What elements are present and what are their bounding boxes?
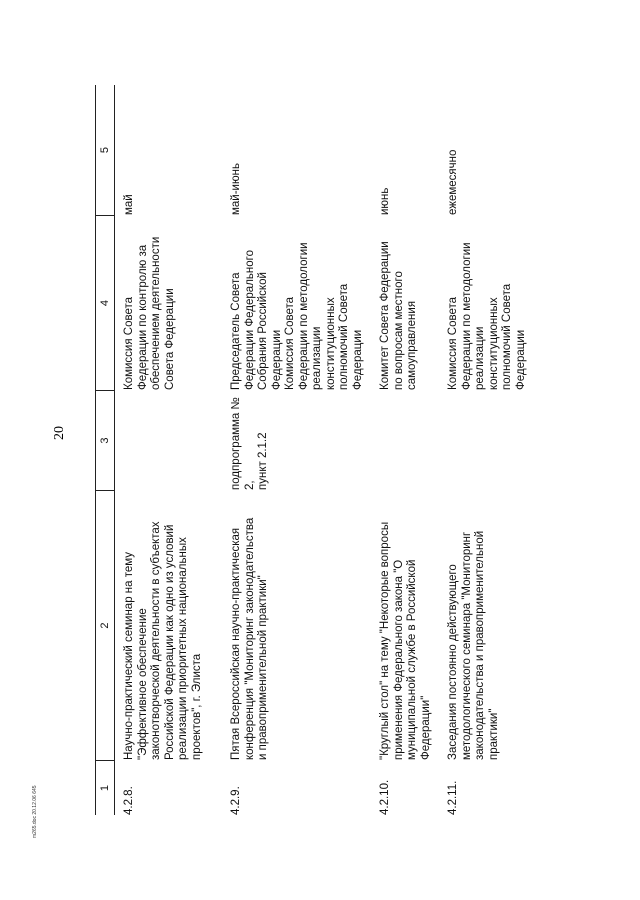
table-header bbox=[95, 85, 115, 815]
rotated-table bbox=[95, 85, 555, 815]
row-term: май-июнь bbox=[230, 163, 242, 215]
header-col-5: 5 bbox=[99, 146, 111, 154]
row-number: 4.2.9. bbox=[230, 786, 242, 815]
table-row bbox=[379, 85, 433, 815]
row-term: май bbox=[123, 194, 135, 215]
table-row bbox=[123, 85, 204, 815]
row-basis bbox=[447, 390, 528, 490]
header-col-3: 3 bbox=[96, 390, 114, 490]
row-event: Заседания постоянно действующего методологического семинара "Мониторинг законодательства и правоприменительной практики" bbox=[447, 530, 500, 760]
row-number: 4.2.8. bbox=[123, 786, 135, 815]
row-responsible: Комиссия Совета Федерации по контролю за обеспечением деятельности Совета Федерации bbox=[123, 236, 176, 390]
row-basis: подпрограмма № 2, пункт 2.1.2 bbox=[230, 397, 269, 490]
row-event: Научно-практический семинар на тему "Эффективное обеспечение законотворческой деятельности в субъектах Российской Федерации как одно из условий реализации приоритетных национальных проектов", г. Элиста bbox=[123, 521, 203, 760]
row-responsible: Председатель Совета Федерации Федерального Собрания Российской Федерации Комиссия Совета Федерации по методологии реализации конституционных полномочий Совета Федерации bbox=[230, 242, 364, 390]
page-number: 20 bbox=[52, 426, 67, 440]
row-responsible: Комитет Совета Федерации по вопросам местного самоуправления bbox=[379, 241, 418, 390]
table-row bbox=[230, 85, 365, 815]
row-basis bbox=[123, 390, 204, 490]
row-number: 4.2.10. bbox=[379, 779, 391, 815]
row-responsible: Комиссия Совета Федерации по методологии реализации конституционных полномочий Совета Федерации bbox=[447, 242, 527, 390]
row-event: Пятая Всероссийская научно-практическая конференция "Мониторинг законодательства и правоприменительной практики" bbox=[230, 517, 269, 760]
row-basis bbox=[379, 390, 433, 490]
row-number: 4.2.11. bbox=[447, 780, 459, 815]
row-term: ежемесячно bbox=[447, 149, 459, 215]
header-col-2: 2 bbox=[96, 490, 114, 760]
header-col-1: 1 bbox=[96, 760, 114, 815]
row-term: июнь bbox=[379, 187, 391, 215]
row-event: "Круглый стол" на тему "Некоторые вопросы применения Федерального закона "О муниципальной службе в Российской Федерации" bbox=[379, 521, 432, 760]
header-col-4: 4 bbox=[96, 215, 114, 390]
table-row bbox=[447, 85, 528, 815]
footer-code: m265.doc 20.12.06 645 bbox=[32, 785, 38, 838]
